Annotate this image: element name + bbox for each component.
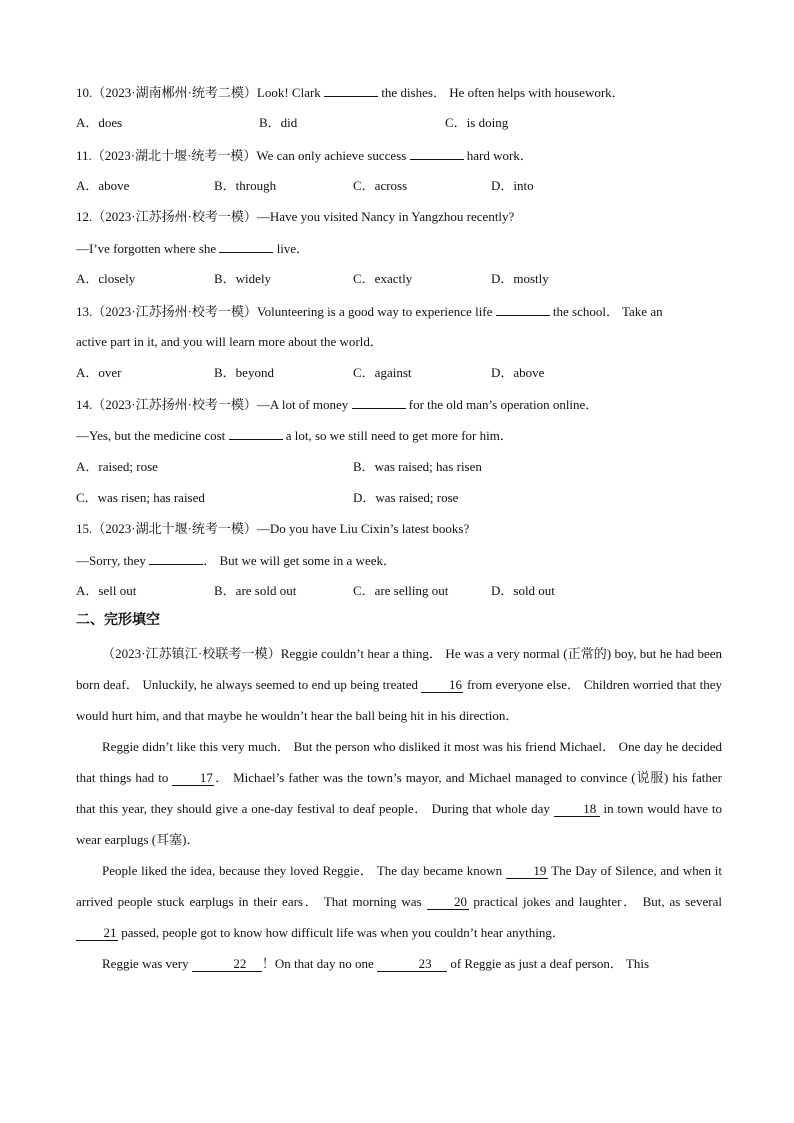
passage-paragraph: （2023·江苏镇江·校联考一模）Reggie couldn’t hear a thing． He was a very normal (正常的) boy, but he had been born deaf． Unluckily, he always seemed to end up being treated 16 from everyone else． Children worried that they would hurt him, and that maybe he wouldn’t hear the ball being hit in his direction． bbox=[76, 646, 722, 723]
option-b: B．was raised; has risen bbox=[353, 459, 482, 474]
question-12: 12.（2023·江苏扬州·校考一模）—Have you visited Nancy in Yangzhou recently? bbox=[76, 209, 515, 224]
answer-blank bbox=[219, 239, 273, 253]
question-12-reply: —I’ve forgotten where she live． bbox=[76, 241, 310, 256]
option-a: A．closely bbox=[76, 271, 136, 286]
question-13: 13.（2023·江苏扬州·校考一模）Volunteering is a good way to experience life the school． Take an bbox=[76, 304, 663, 319]
option-b: B．beyond bbox=[214, 365, 274, 380]
option-b: B．through bbox=[214, 178, 277, 193]
option-d: D．above bbox=[491, 365, 545, 380]
option-c: C．was risen; has raised bbox=[76, 490, 205, 505]
cloze-passage bbox=[76, 638, 722, 979]
option-d: D．into bbox=[491, 178, 534, 193]
option-a: A．sell out bbox=[76, 583, 137, 598]
option-c: C．exactly bbox=[353, 271, 413, 286]
question-15: 15.（2023·湖北十堰·统考一模）—Do you have Liu Cixin’s latest books? bbox=[76, 521, 470, 536]
option-a: A．above bbox=[76, 178, 130, 193]
blank-23: 23 bbox=[377, 956, 447, 972]
option-d: D．mostly bbox=[491, 271, 549, 286]
blank-21: 21 bbox=[76, 925, 118, 941]
option-a: A．raised; rose bbox=[76, 459, 158, 474]
blank-17: 17 bbox=[172, 770, 214, 786]
passage-paragraph: People liked the idea, because they loved Reggie． The day became known 19 The Day of Silence, and when it arrived people stuck earplugs in their ears． That morning was 20 practical jokes and laughter． But, as several 21 passed, people got to know how difficult life was when you couldn’t hear anything． bbox=[76, 863, 722, 940]
option-c: C．are selling out bbox=[353, 583, 449, 598]
option-c: C．across bbox=[353, 178, 408, 193]
blank-22: 22 bbox=[192, 956, 262, 972]
answer-blank bbox=[229, 426, 283, 440]
blank-20: 20 bbox=[427, 894, 469, 910]
passage-paragraph: Reggie was very 22 ！On that day no one 23 of Reggie as just a deaf person． This bbox=[102, 956, 650, 971]
question-14: 14.（2023·江苏扬州·校考一模）—A lot of money for the old man’s operation online． bbox=[76, 397, 599, 412]
option-b: B．did bbox=[259, 115, 298, 130]
question-11: 11.（2023·湖北十堰·统考一模）We can only achieve success hard work． bbox=[76, 148, 533, 163]
option-d: D．was raised; rose bbox=[353, 490, 459, 505]
answer-blank bbox=[352, 395, 406, 409]
question-10: 10.（2023·湖南郴州·统考二模）Look! Clark the dishes． He often helps with housework． bbox=[76, 85, 625, 100]
option-a: A．does bbox=[76, 115, 123, 130]
passage-paragraph: Reggie didn’t like this very much． But the person who disliked it most was his friend Michael． One day he decided that things had to 17 ． Michael’s father was the town’s mayor, and Michael managed to convince (说服) his father that this year, they should give a one-day festival to deaf people． During that whole day 18 in town would have to wear earplugs (耳塞)． bbox=[76, 739, 722, 847]
option-d: D．sold out bbox=[491, 583, 555, 598]
blank-19: 19 bbox=[506, 863, 548, 879]
question-14-reply: —Yes, but the medicine cost a lot, so we still need to get more for him． bbox=[76, 428, 513, 443]
answer-blank bbox=[149, 551, 203, 565]
section-heading: 二、完形填空 bbox=[76, 613, 160, 628]
answer-blank bbox=[324, 83, 378, 97]
answer-blank bbox=[410, 146, 464, 160]
blank-16: 16 bbox=[421, 677, 463, 693]
option-c: C．against bbox=[353, 365, 412, 380]
blank-18: 18 bbox=[554, 801, 600, 817]
answer-blank bbox=[496, 302, 550, 316]
option-a: A．over bbox=[76, 365, 122, 380]
option-c: C．is doing bbox=[445, 115, 509, 130]
question-15-reply: —Sorry, they ． But we will get some in a week． bbox=[76, 553, 396, 568]
question-13-line2: active part in it, and you will learn more about the world． bbox=[76, 334, 383, 349]
option-b: B．widely bbox=[214, 271, 272, 286]
option-b: B．are sold out bbox=[214, 583, 297, 598]
